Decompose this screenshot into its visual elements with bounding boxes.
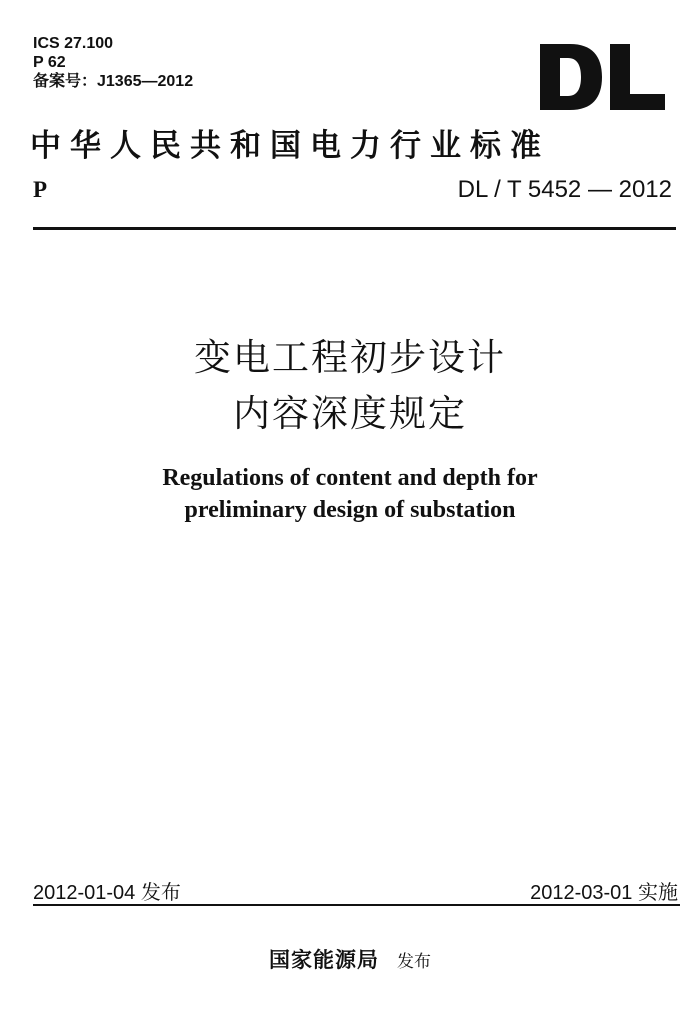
effective-date: 2012-03-01 实施	[530, 882, 678, 904]
record-number: 备案号：J1365—2012	[33, 73, 194, 90]
standard-name: 中华人民共和国电力行业标准	[30, 128, 550, 164]
publisher	[0, 944, 700, 974]
standard-metadata	[33, 34, 193, 91]
title-chinese-line-1: 变电工程初步设计	[194, 336, 506, 379]
title-english-line-1: Regulations of content and depth for	[162, 465, 538, 491]
title-english	[0, 462, 700, 526]
category-letter: P	[33, 177, 48, 202]
category-code: P 62	[33, 54, 66, 71]
footer-divider	[33, 904, 680, 906]
title-chinese	[0, 330, 700, 442]
title-chinese-line-2: 内容深度规定	[233, 392, 467, 435]
ics-number: ICS 27.100	[33, 35, 114, 52]
header-divider	[33, 227, 676, 230]
dl-logo	[540, 44, 665, 110]
publish-date: 2012-01-04 发布	[33, 882, 181, 904]
publisher-action: 发布	[397, 952, 431, 972]
title-english-line-2: preliminary design of substation	[184, 497, 516, 523]
publisher-org: 国家能源局	[269, 948, 379, 972]
standard-code: DL / T 5452 — 2012	[457, 176, 672, 203]
